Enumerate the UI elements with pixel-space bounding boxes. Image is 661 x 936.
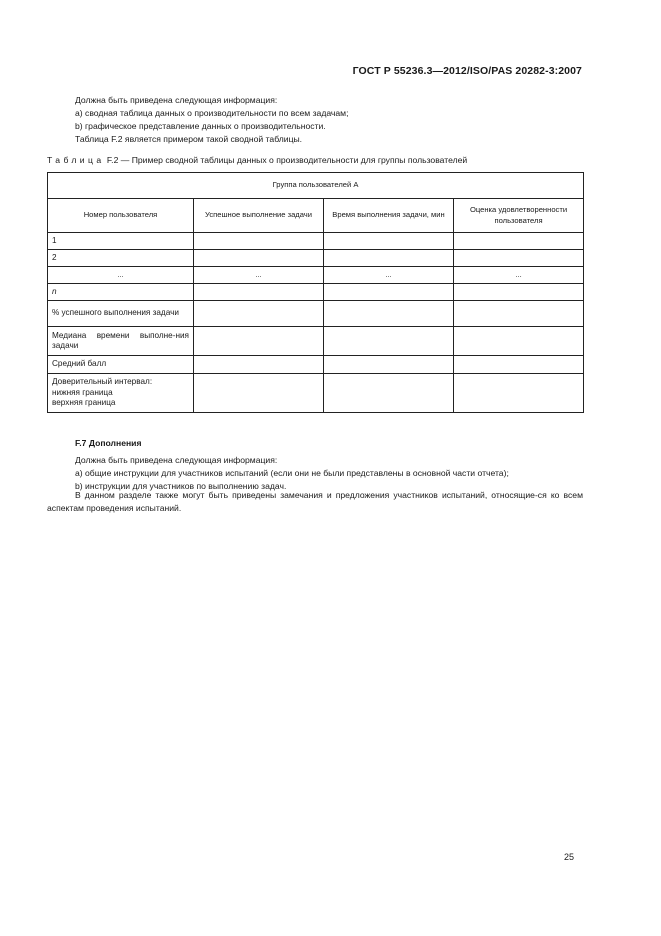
table-cell: [324, 233, 454, 250]
table-cell: [324, 327, 454, 356]
intro-line: a) сводная таблица данных о производительности по всем задачам;: [75, 108, 349, 118]
page-number: 25: [563, 852, 574, 862]
table-cell: [324, 301, 454, 327]
table-cell: [194, 327, 324, 356]
column-header: Успешное выполнение задачи: [194, 199, 324, 233]
table-cell: [194, 284, 324, 301]
confidence-interval-label: [48, 374, 194, 413]
table-cell: [454, 301, 584, 327]
section-line: Должна быть приведена следующая информация:: [75, 455, 278, 465]
table-cell: [194, 301, 324, 327]
section-title: F.7 Дополнения: [75, 438, 142, 448]
table-caption: [47, 155, 467, 165]
intro-line: Таблица F.2 является примером такой сводной таблицы.: [75, 134, 303, 144]
table-cell: [194, 374, 324, 413]
table-cell: [454, 233, 584, 250]
interval-line: верхняя граница: [52, 398, 116, 408]
table-caption-text: F.2 — Пример сводной таблицы данных о производительности для группы пользователей: [106, 155, 468, 165]
column-header: Время выполнения задачи, мин: [324, 199, 454, 233]
summary-row-label: % успешного выполнения задачи: [48, 301, 194, 327]
table-cell: [454, 356, 584, 374]
ellipsis-cell: ...: [194, 267, 324, 284]
table-cell: [324, 284, 454, 301]
table-cell: [454, 327, 584, 356]
table-cell: [324, 374, 454, 413]
table-caption-prefix: Таблица: [47, 155, 105, 165]
section-paragraph: В данном разделе также могут быть приведены замечания и предложения участников испытаний, относящие-ся ко всем аспектам проведения испытаний.: [47, 490, 583, 513]
ellipsis-cell: ...: [48, 267, 194, 284]
table-cell: [194, 233, 324, 250]
table-cell: [324, 250, 454, 267]
column-header: Оценка удовлетворенности пользователя: [454, 199, 584, 233]
interval-line: Доверительный интервал:: [52, 377, 153, 387]
table-cell: [194, 250, 324, 267]
intro-line: Должна быть приведена следующая информация:: [75, 95, 278, 105]
ellipsis-cell: ...: [454, 267, 584, 284]
user-number-cell: 1: [48, 233, 194, 250]
table-cell: [194, 356, 324, 374]
table-cell: [454, 374, 584, 413]
document-header: ГОСТ Р 55236.3—2012/ISO/PAS 20282-3:2007: [352, 65, 582, 77]
section-line: b) инструкции для участников по выполнению задач.: [75, 481, 287, 491]
ellipsis-cell: ...: [324, 267, 454, 284]
user-number-cell: n: [48, 284, 194, 301]
interval-line: нижняя граница: [52, 387, 113, 397]
summary-row-label: Средний балл: [48, 356, 194, 374]
user-number-cell: 2: [48, 250, 194, 267]
table-cell: [324, 356, 454, 374]
table-cell: [454, 284, 584, 301]
group-header: Группа пользователей А: [48, 173, 584, 199]
section-line: a) общие инструкции для участников испытаний (если они не были представлены в основной части отчета);: [75, 468, 509, 478]
table-cell: [454, 250, 584, 267]
column-header: Номер пользователя: [48, 199, 194, 233]
summary-row-label: Медиана времени выполне-ния задачи: [48, 327, 194, 356]
intro-line: b) графическое представление данных о производительности.: [75, 121, 326, 131]
summary-table: [47, 172, 584, 413]
